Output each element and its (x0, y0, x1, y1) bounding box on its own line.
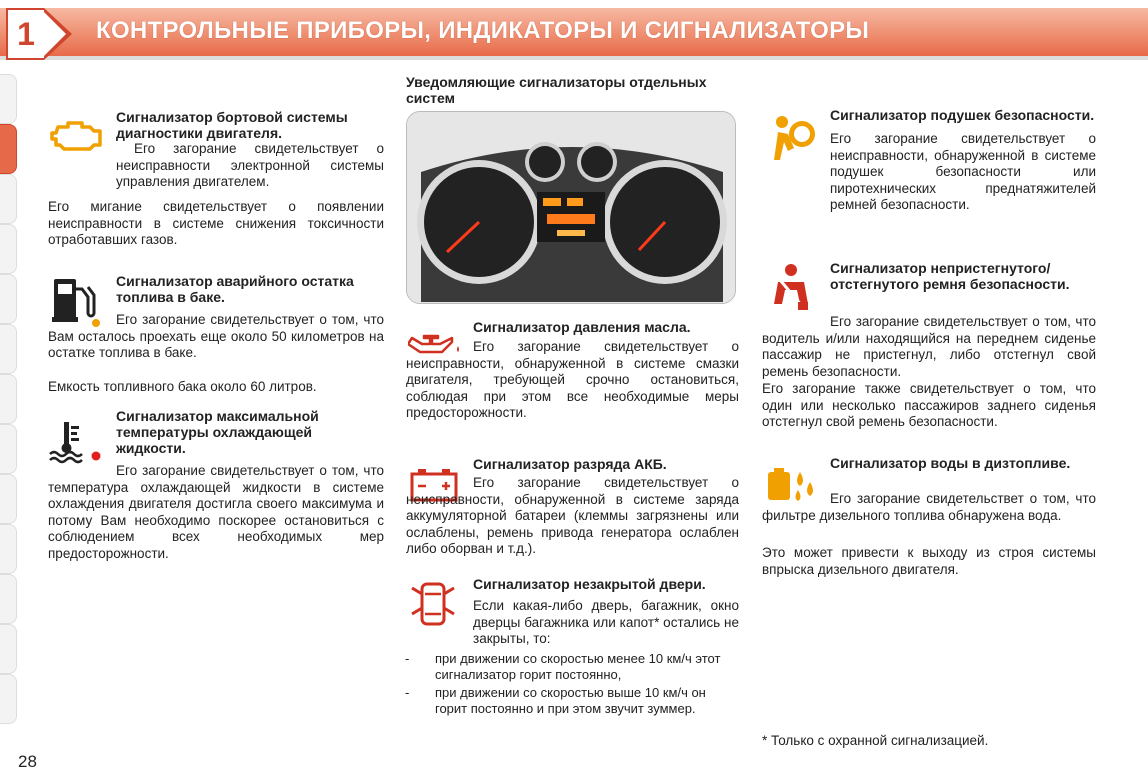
list-item: - при движении со скоростью выше 10 км/ч он горит постоянно и при этом звучит зуммер. (405, 685, 706, 716)
paragraph: Емкость топливного бака около 60 литров. (48, 379, 317, 394)
side-tab (0, 374, 17, 424)
side-tab (0, 574, 17, 624)
section-heading: Сигнализатор максимальной температуры охлаждающей жидкости. (116, 408, 319, 456)
battery-charge-section (473, 456, 739, 472)
check-engine-icon (50, 115, 106, 155)
paragraph: Если какая-либо дверь, багажник, окно дверцы багажника или капот* остались не закрыты, то: (473, 598, 739, 646)
instrument-cluster-image (406, 111, 736, 304)
paragraph: Его загорание свидетельствует о неисправности, обнаруженной в системе заряда аккумуляторной батареи (клеммы загрязнены или ослаблены, ремень привода генератора ослаблен либо оборван и т.д.). (406, 475, 739, 556)
section-heading: Сигнализатор непристегнутого/ отстегнутого ремня безопасности. (830, 260, 1070, 292)
paragraph: Его загорание свидетельствует о неисправности электронной системы управления двигателем. (116, 141, 384, 189)
section-heading: Сигнализатор разряда АКБ. (473, 456, 667, 472)
paragraph: Его загорание свидетельствует о неисправности, обнаруженной в системе смазки двигателя, требующей срочно остановиться, соблюдая при этом все необходимые меры предосторожности. (406, 339, 739, 420)
side-tab (0, 624, 17, 674)
paragraph: Его загорание также свидетельствует о том, что один или несколько пассажиров заднего сиденья отстегнул свой ремень безопасности. (762, 381, 1096, 429)
side-tab (0, 324, 17, 374)
airbag-icon (766, 112, 818, 164)
side-tab (0, 524, 17, 574)
instrument-cluster-drawing (407, 112, 736, 304)
side-tab (0, 424, 17, 474)
fuel-reserve-section (116, 273, 384, 305)
side-tab (0, 74, 17, 124)
chapter-arrow-inner (44, 12, 66, 56)
side-tab-active (0, 124, 17, 174)
side-tab (0, 224, 17, 274)
paragraph: Его загорание свидетельствет о том, что фильтре дизельного топлива обнаружена вода. (762, 491, 1096, 523)
section-heading: Сигнализатор подушек безопасности. (830, 107, 1095, 123)
section-heading: Сигнализатор давления масла. (473, 319, 691, 335)
section-heading: Сигнализатор бортовой системы диагностики двигателя. (116, 109, 348, 141)
side-tab (0, 174, 17, 224)
airbag-section (830, 107, 1096, 214)
side-tab (0, 474, 17, 524)
paragraph: Его загорание свидетельствует о неисправности, обнаруженной в системе подушек безопасности или пиротехнических преднатяжителей ремней безопасности. (830, 131, 1096, 212)
door-conditions-list (405, 651, 739, 719)
section-heading: Сигнализатор воды в дизтопливе. (830, 455, 1071, 471)
list-item: - при движении со скоростью менее 10 км/ч этот сигнализатор горит постоянно, (405, 651, 721, 682)
paragraph: Его мигание свидетельствует о появлении неисправности в системе снижения токсичности отработавших газов. (48, 199, 384, 247)
side-tab (0, 274, 17, 324)
oil-pressure-section (473, 319, 739, 335)
page-number: 28 (18, 752, 37, 771)
open-door-section (473, 576, 739, 648)
section-heading: Сигнализатор незакрытой двери. (473, 576, 706, 592)
water-in-diesel-section (830, 455, 1096, 471)
section-title: Уведомляющие сигнализаторы отдельных систем (406, 74, 707, 106)
footnote: * Только с охранной сигнализацией. (762, 733, 989, 748)
paragraph: Его загорание свидетельствует о том, что водитель и/или находящийся на переднем сиденье пассажир не пристегнул, либо отстегнул свой ремень безопасности. (762, 314, 1096, 379)
side-tab (0, 674, 17, 724)
seatbelt-section (830, 260, 1096, 292)
open-door-icon (406, 578, 460, 630)
page-header (0, 0, 1148, 70)
chapter-side-tabs (0, 74, 18, 714)
section-heading: Сигнализатор аварийного остатка топлива в баке. (116, 273, 354, 305)
page-title: КОНТРОЛЬНЫЕ ПРИБОРЫ, ИНДИКАТОРЫ И СИГНАЛИЗАТОРЫ (96, 17, 870, 44)
engine-diagnostics-section (116, 109, 384, 191)
seatbelt-icon (766, 262, 816, 314)
coolant-temperature-icon (48, 420, 104, 464)
paragraph: Его загорание свидетельствует о том, что температура охлаждающей жидкости в системе охлаждения двигателя достигла своего максимума и потому Вам необходимо поскорее остановиться с соблюдением всех необходимых мер предосторожности. (48, 463, 384, 561)
chapter-number: 1 (6, 8, 44, 60)
paragraph: Его загорание свидетельствует о том, что Вам осталось проехать еще около 50 километров на остатке топлива в баке. (48, 312, 384, 360)
coolant-temperature-section (116, 408, 384, 456)
paragraph: Это может привести к выходу из строя системы впрыска дизельного двигателя. (762, 545, 1096, 577)
